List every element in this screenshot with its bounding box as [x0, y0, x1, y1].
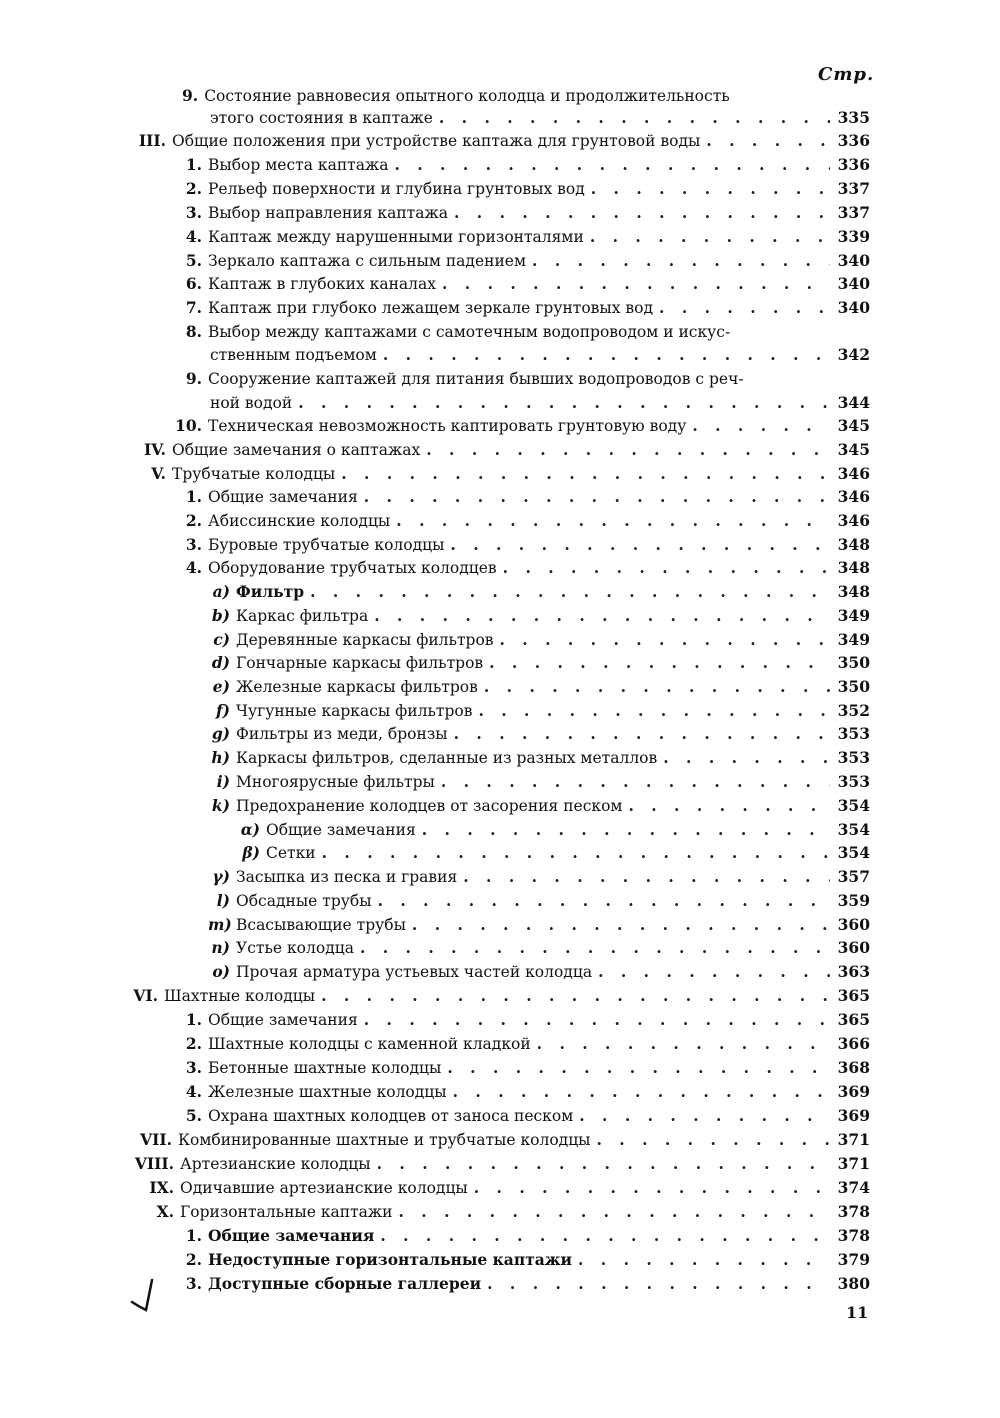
toc-entry-number: c): [213, 630, 230, 649]
toc-page-number: 346: [837, 464, 870, 483]
toc-entry-title: Сооружение каптажей для питания бывших водопроводов с реч-: [208, 370, 744, 388]
toc-page-number: 354: [837, 820, 870, 839]
toc-entry-number: g): [211, 724, 230, 743]
leader-dots: [298, 393, 830, 412]
leader-dots: [474, 1178, 830, 1197]
toc-entry-title-cont: ной водой: [210, 394, 293, 412]
toc-entry: [176, 1010, 870, 1032]
toc-entry: [208, 701, 870, 723]
leader-dots: [412, 915, 830, 934]
toc-entry-title: Состояние равновесия опытного колодца и продолжительность: [204, 87, 730, 105]
leader-dots: [578, 1250, 830, 1269]
leader-dots: [310, 582, 830, 601]
leader-dots: [463, 867, 830, 886]
toc-entry: [208, 962, 870, 984]
toc-entry-number: β): [242, 843, 260, 862]
toc-page-number: 346: [837, 511, 870, 530]
toc-entry-title: Общие замечания о каптажах: [172, 441, 421, 459]
toc-entry: [176, 251, 870, 273]
toc-entry-title: Обсадные трубы: [236, 892, 372, 910]
leader-dots: [378, 891, 830, 910]
toc-entry: [236, 843, 870, 865]
leader-dots: [426, 440, 830, 459]
leader-dots: [380, 1226, 830, 1245]
toc-entry-title: Одичавшие артезианские колодцы: [180, 1179, 468, 1197]
toc-entry-number: a): [212, 582, 230, 601]
toc-entry: [176, 1250, 870, 1272]
toc-entry-title: Чугунные каркасы фильтров: [236, 702, 473, 720]
toc-entry-number: γ): [212, 867, 230, 886]
leader-dots: [537, 1034, 830, 1053]
leader-dots: [377, 1154, 830, 1173]
leader-dots: [454, 203, 830, 222]
toc-page-number: 360: [837, 938, 870, 957]
toc-page-number: 371: [837, 1154, 870, 1173]
leader-dots: [453, 1082, 830, 1101]
leader-dots: [706, 131, 830, 150]
toc-page-number: 350: [837, 653, 870, 672]
toc-entry-title: Бетонные шахтные колодцы: [208, 1059, 442, 1077]
toc-entry-number: 1.: [185, 155, 202, 174]
toc-entry-title: Выбор места каптажа: [208, 156, 389, 174]
toc-entry: [122, 1154, 870, 1176]
toc-entry-number: 5.: [185, 1106, 202, 1125]
toc-entry-number: 4.: [185, 558, 202, 577]
toc-page-number: 354: [837, 796, 870, 815]
toc-entry-number: 4.: [185, 1082, 202, 1101]
toc-entry-title: Рельеф поверхности и глубина грунтовых вод: [208, 180, 585, 198]
toc-page-number: 340: [837, 298, 870, 317]
toc-entry-number: 2.: [185, 1250, 202, 1269]
toc-entry: [122, 986, 870, 1008]
toc-entry: [176, 558, 870, 580]
toc-entry-number: 1.: [185, 1010, 202, 1029]
leader-dots: [532, 251, 830, 270]
toc-page-number: 378: [837, 1202, 870, 1221]
toc-entry-number: f): [215, 701, 230, 720]
toc-entry-number: 3.: [185, 535, 202, 554]
toc-entry-number: VI.: [133, 986, 158, 1005]
leader-dots: [441, 772, 830, 791]
leader-dots: [590, 227, 830, 246]
toc-page-number: 348: [837, 558, 870, 577]
toc-entry-title: Прочая арматура устьевых частей колодца: [236, 963, 593, 981]
toc-entry-number: 3.: [185, 203, 202, 222]
toc-page-number: 363: [837, 962, 870, 981]
page-number-footer: 11: [846, 1303, 869, 1322]
toc-entry-number: V.: [151, 464, 166, 483]
toc-entry: [176, 179, 870, 201]
toc-entry: [210, 108, 870, 130]
leader-dots: [383, 345, 830, 364]
toc-page-number: 337: [837, 179, 870, 198]
toc-page-number: 374: [837, 1178, 870, 1197]
toc-page-number: 346: [837, 487, 870, 506]
toc-entry-number: k): [211, 796, 230, 815]
toc-entry: [176, 274, 870, 296]
toc-entry: [208, 630, 870, 652]
toc-entry-number: 6.: [185, 274, 202, 293]
toc-entry: [236, 820, 870, 842]
toc-entry: [176, 1034, 870, 1056]
toc-page-number: 342: [837, 345, 870, 364]
toc-entry-number: i): [216, 772, 230, 791]
toc-entry-title: Железные каркасы фильтров: [236, 678, 478, 696]
toc-entry-number: 1.: [185, 487, 202, 506]
toc-entry-number: VIII.: [134, 1154, 174, 1173]
toc-entry-number: 7.: [185, 298, 202, 317]
leader-dots: [454, 724, 830, 743]
toc-entry-number: 10.: [175, 416, 202, 435]
toc-entry: [176, 487, 870, 509]
leader-dots: [663, 748, 830, 767]
toc-entry-title: Общие положения при устройстве каптажа для грунтовой воды: [172, 132, 701, 150]
leader-dots: [399, 1202, 831, 1221]
toc-entry-title: Каркасы фильтров, сделанные из разных металлов: [236, 749, 658, 767]
toc-entry-title: Шахтные колодцы с каменной кладкой: [208, 1035, 531, 1053]
toc-page-number: 348: [837, 582, 870, 601]
toc-entry-number: h): [211, 748, 230, 767]
toc-entry-title: Выбор направления каптажа: [208, 204, 448, 222]
toc-entry: [208, 677, 870, 699]
toc-page-number: 340: [837, 274, 870, 293]
toc-page-number: 339: [837, 227, 870, 246]
toc-entry-number: 8.: [185, 322, 202, 341]
toc-page-number: 345: [837, 416, 870, 435]
toc-entry-title: Всасывающие трубы: [236, 916, 406, 934]
leader-dots: [503, 558, 830, 577]
toc-entry-line1: [176, 369, 744, 388]
toc-entry: [120, 131, 870, 153]
toc-entry-title: Каптаж при глубоко лежащем зеркале грунтовых вод: [208, 299, 654, 317]
leader-dots: [597, 1130, 830, 1149]
toc-page-number: 336: [837, 155, 870, 174]
leader-dots: [478, 701, 830, 720]
toc-entry: [176, 1106, 870, 1128]
leader-dots: [692, 416, 830, 435]
toc-entry: [208, 606, 870, 628]
toc-entry-number: 9.: [185, 369, 202, 388]
toc-entry-title: Каптаж между нарушенными горизонталями: [208, 228, 584, 246]
toc-entry-title: Общие замечания: [208, 1226, 375, 1245]
leader-dots: [442, 274, 830, 293]
toc-page-number: 352: [837, 701, 870, 720]
toc-entry-title: Доступные сборные галлереи: [208, 1274, 482, 1293]
toc-entry-title: Артезианские колодцы: [180, 1155, 371, 1173]
toc-page-number: 348: [837, 535, 870, 554]
toc-entry-title: Деревянные каркасы фильтров: [236, 631, 494, 649]
toc-entry: [176, 298, 870, 320]
check-mark-icon: [130, 1276, 156, 1316]
toc-page-number: 336: [837, 131, 870, 150]
toc-entry-title: Выбор между каптажами с самотечным водопроводом и искус-: [208, 323, 731, 341]
toc-entry-title-cont: ственным подъемом: [210, 346, 377, 364]
toc-entry: [176, 1274, 870, 1296]
toc-entry: [130, 440, 870, 462]
toc-entry: [146, 1202, 870, 1224]
toc-entry-title: Устье колодца: [236, 939, 354, 957]
toc-entry-title: Трубчатые колодцы: [172, 465, 336, 483]
toc-entry-number: b): [211, 606, 230, 625]
leader-dots: [394, 155, 830, 174]
toc-page-number: 340: [837, 251, 870, 270]
toc-entry: [208, 582, 870, 604]
toc-entry-title: Каптаж в глубоких каналах: [208, 275, 436, 293]
toc-entry-number: 1.: [185, 1226, 202, 1245]
page-column-header: Стр.: [818, 64, 875, 85]
toc-entry-number: m): [208, 915, 232, 934]
toc-page-number: 344: [837, 393, 870, 412]
toc-entry-title: Фильтр: [236, 582, 305, 601]
toc-entry-title: Засыпка из песка и гравия: [236, 868, 458, 886]
toc-page-number: 360: [837, 915, 870, 934]
toc-entry: [130, 464, 870, 486]
toc-entry-number: e): [212, 677, 230, 696]
toc-entry-title: Зеркало каптажа с сильным падением: [208, 252, 527, 270]
toc-entry-title: Фильтры из меди, бронзы: [236, 725, 448, 743]
leader-dots: [489, 653, 830, 672]
toc-page-number: 365: [837, 1010, 870, 1029]
toc-entry: [208, 653, 870, 675]
toc-page-number: 353: [837, 772, 870, 791]
toc-entry-number: l): [216, 891, 230, 910]
leader-dots: [579, 1106, 830, 1125]
toc-entry: [170, 416, 870, 438]
toc-page-number: 350: [837, 677, 870, 696]
toc-entry-title: Общие замечания: [208, 488, 358, 506]
toc-entry: [208, 772, 870, 794]
toc-entry-title: Предохранение колодцев от засорения песком: [236, 797, 623, 815]
toc-entry-number: 2.: [185, 511, 202, 530]
leader-dots: [598, 962, 830, 981]
toc-page-number: 369: [837, 1106, 870, 1125]
toc-page-number: 335: [837, 108, 870, 127]
toc-entry-number: IV.: [144, 440, 166, 459]
leader-dots: [628, 796, 830, 815]
leader-dots: [322, 843, 830, 862]
leader-dots: [364, 1010, 830, 1029]
toc-page-number: 365: [837, 986, 870, 1005]
toc-page-number: 349: [837, 606, 870, 625]
leader-dots: [364, 487, 830, 506]
toc-page-number: 357: [837, 867, 870, 886]
toc-entry-number: o): [212, 962, 230, 981]
toc-entry-title: Каркас фильтра: [236, 607, 369, 625]
toc-entry: [176, 1082, 870, 1104]
toc-entry-number: VII.: [140, 1130, 172, 1149]
toc-entry-number: 3.: [185, 1274, 202, 1293]
toc-page-number: 369: [837, 1082, 870, 1101]
toc-entry: [176, 227, 870, 249]
toc-entry: [208, 938, 870, 960]
toc-entry-number: 2.: [185, 179, 202, 198]
toc-page-number: 380: [837, 1274, 870, 1293]
toc-entry: [208, 867, 870, 889]
toc-entry-line1: [182, 86, 730, 105]
toc-page-number: 349: [837, 630, 870, 649]
leader-dots: [341, 464, 830, 483]
toc-page-number: 371: [837, 1130, 870, 1149]
toc-entry: [208, 891, 870, 913]
toc-entry-title: Оборудование трубчатых колодцев: [208, 559, 497, 577]
toc-page-number: 353: [837, 748, 870, 767]
toc-entry: [208, 724, 870, 746]
toc-entry: [140, 1178, 870, 1200]
toc-page-number: 359: [837, 891, 870, 910]
toc-entry: [176, 155, 870, 177]
toc-page-number: 378: [837, 1226, 870, 1245]
toc-entry: [176, 1226, 870, 1248]
toc-entry-title: Комбинированные шахтные и трубчатые колодцы: [178, 1131, 591, 1149]
toc-page-number: 366: [837, 1034, 870, 1053]
toc-entry-title: Общие замечания: [208, 1011, 358, 1029]
toc-entry-number: 4.: [185, 227, 202, 246]
toc-entry-title: Буровые трубчатые колодцы: [208, 536, 445, 554]
toc-entry-title: Общие замечания: [266, 821, 416, 839]
leader-dots: [422, 820, 830, 839]
toc-entry-number: 9.: [182, 86, 199, 105]
toc-entry-number: 5.: [185, 251, 202, 270]
toc-entry: [176, 535, 870, 557]
toc-entry-title: Железные шахтные колодцы: [208, 1083, 447, 1101]
toc-entry-title-cont: этого состояния в каптаже: [210, 109, 433, 127]
toc-entry-number: d): [211, 653, 230, 672]
toc-entry-title: Техническая невозможность каптировать грунтовую воду: [208, 417, 687, 435]
leader-dots: [484, 677, 830, 696]
toc-entry: [176, 1058, 870, 1080]
leader-dots: [659, 298, 830, 317]
toc-entry: [208, 915, 870, 937]
toc-entry-number: IX.: [149, 1178, 174, 1197]
toc-entry-title: Гончарные каркасы фильтров: [236, 654, 484, 672]
leader-dots: [450, 535, 830, 554]
toc-entry-number: X.: [156, 1202, 174, 1221]
toc-entry: [208, 796, 870, 818]
leader-dots: [447, 1058, 830, 1077]
toc-entry: [176, 203, 870, 225]
toc-entry-title: Недоступные горизонтальные каптажи: [208, 1250, 572, 1269]
leader-dots: [439, 108, 830, 127]
leader-dots: [360, 938, 830, 957]
toc-entry: [210, 345, 870, 367]
toc-entry-title: Горизонтальные каптажи: [180, 1203, 393, 1221]
toc-entry-number: α): [240, 820, 260, 839]
toc-page-number: 345: [837, 440, 870, 459]
toc-entry: [210, 393, 870, 415]
toc-entry-number: III.: [138, 131, 166, 150]
toc-entry-title: Сетки: [266, 844, 316, 862]
toc-page-number: 353: [837, 724, 870, 743]
leader-dots: [591, 179, 830, 198]
toc-entry: [176, 511, 870, 533]
toc-entry: [130, 1130, 870, 1152]
leader-dots: [321, 986, 830, 1005]
toc-entry-line1: [176, 322, 730, 341]
leader-dots: [374, 606, 830, 625]
toc-entry: [208, 748, 870, 770]
leader-dots: [500, 630, 831, 649]
toc-page-number: 368: [837, 1058, 870, 1077]
toc-page-number: 379: [837, 1250, 870, 1269]
toc-entry-number: n): [211, 938, 230, 957]
toc-entry-number: 3.: [185, 1058, 202, 1077]
toc-entry-title: Абиссинские колодцы: [208, 512, 391, 530]
toc-entry-title: Охрана шахтных колодцев от заноса песком: [208, 1107, 574, 1125]
leader-dots: [396, 511, 830, 530]
toc-entry-title: Шахтные колодцы: [164, 987, 316, 1005]
toc-page-number: 337: [837, 203, 870, 222]
toc-entry-title: Многоярусные фильтры: [236, 773, 435, 791]
leader-dots: [487, 1274, 830, 1293]
toc-page-number: 354: [837, 843, 870, 862]
toc-entry-number: 2.: [185, 1034, 202, 1053]
